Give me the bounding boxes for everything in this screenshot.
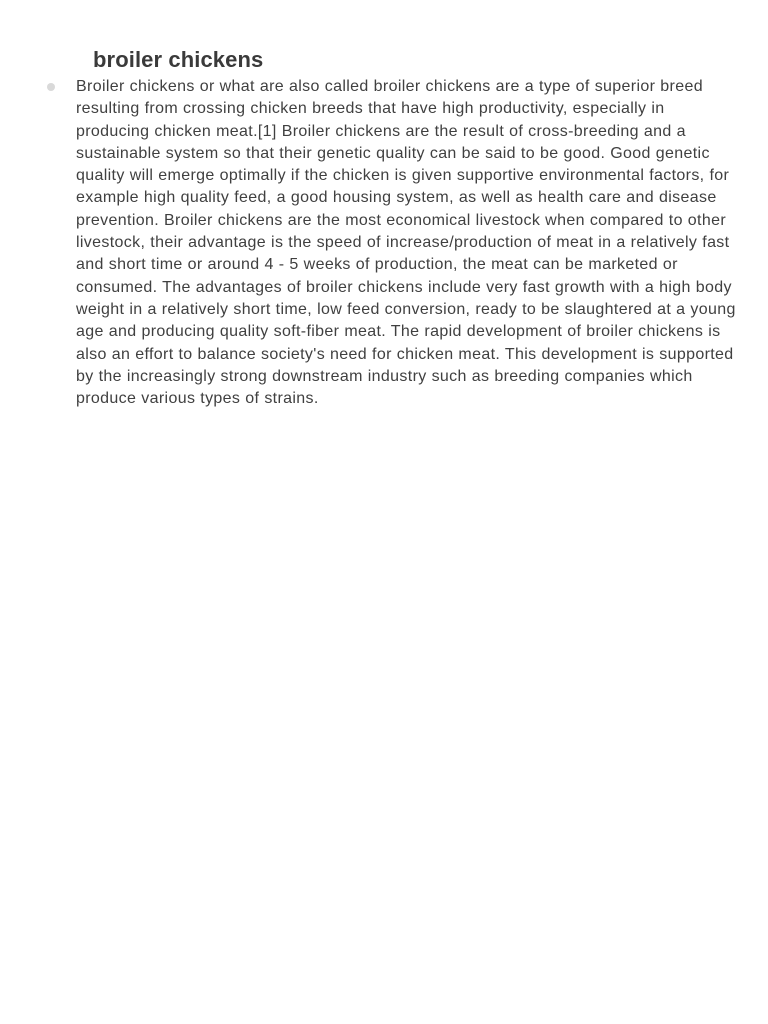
note-title[interactable]: broiler chickens: [93, 47, 264, 72]
bullet-dot-icon: [47, 83, 55, 91]
bullet-text[interactable]: Broiler chickens or what are also called broiler chickens are a type of superior breed resulting from crossing chicken breeds that have high productivity, especially in producing chicken meat.[1] Broiler chickens are the result of cross-breeding and a sustainable system so that their genetic quality can be said to be good. Good genetic quality will emerge optimally if the chicken is given supportive environmental factors, for example high quality feed, a good housing system, as well as health care and disease prevention. Broiler chickens are the most economical livestock when compared to other livestock, their advantage is the speed of increase/production of meat in a relatively fast and short time or around 4 - 5 weeks of production, the meat can be marketed or consumed. The advantages of broiler chickens include very fast growth with a high body weight in a relatively short time, low feed conversion, ready to be slaughtered at a young age and producing quality soft-fiber meat. The rapid development of broiler chickens is also an effort to balance society's need for chicken meat. This development is supported by the increasingly strong downstream industry such as breeding companies which produce various types of strains.: [76, 78, 736, 408]
